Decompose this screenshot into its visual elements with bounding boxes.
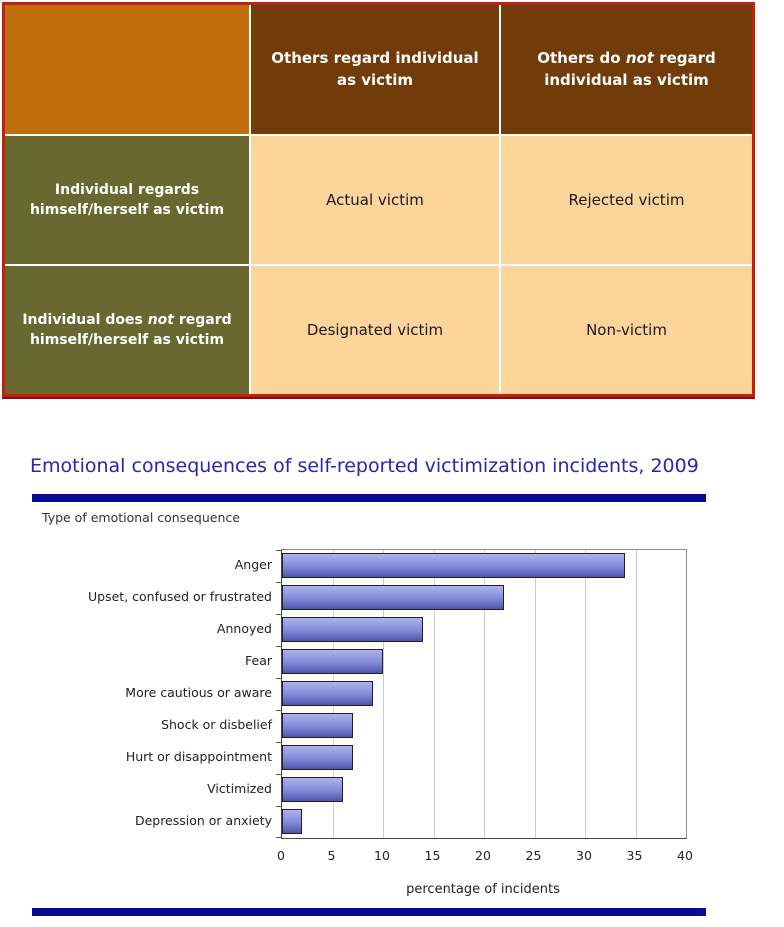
chart-title: Emotional consequences of self-reported victimization incidents, 2009 <box>30 455 699 477</box>
bar <box>282 681 373 706</box>
y-axis-tick <box>276 742 282 743</box>
table-corner-cell <box>5 5 249 134</box>
category-label: Annoyed <box>216 621 272 636</box>
x-tick-label: 35 <box>626 848 643 863</box>
x-tick-label: 20 <box>475 848 491 863</box>
table-cell-rejected-victim: Rejected victim <box>501 136 752 264</box>
title-underline-rule <box>32 494 706 502</box>
x-tick-label: 25 <box>525 848 542 863</box>
gridline <box>585 550 586 838</box>
y-axis-tick <box>276 550 282 551</box>
bar <box>282 713 353 738</box>
y-axis-tick <box>276 710 282 711</box>
table-row-header-individual-regards: Individual regards himself/herself as victim <box>5 136 249 264</box>
gridline <box>535 550 536 838</box>
y-axis-tick <box>276 774 282 775</box>
y-axis-title: Type of emotional consequence <box>42 510 240 525</box>
bar <box>282 617 423 642</box>
bar <box>282 809 302 834</box>
plot-area <box>281 549 687 839</box>
y-axis-tick <box>276 806 282 807</box>
bar <box>282 553 625 578</box>
category-label: Hurt or disappointment <box>125 749 272 764</box>
category-labels <box>0 549 272 837</box>
category-label: Upset, confused or frustrated <box>88 589 272 604</box>
x-axis-tick-labels <box>277 848 693 864</box>
bar <box>282 585 504 610</box>
category-label: Victimized <box>207 781 272 796</box>
table-cell-non-victim: Non-victim <box>501 266 752 394</box>
table-col-header-others-regard: Others regard individual as victim <box>251 5 499 134</box>
table-col-header-others-do-not-regard: Others do not regard individual as victim <box>501 5 752 134</box>
table-cell-actual-victim: Actual victim <box>251 136 499 264</box>
x-tick-label: 5 <box>327 848 336 863</box>
table-cell-designated-victim: Designated victim <box>251 266 499 394</box>
bottom-rule <box>32 908 706 916</box>
y-axis-tick <box>276 678 282 679</box>
gridline <box>636 550 637 838</box>
x-tick-label: 40 <box>677 848 693 863</box>
category-label: Anger <box>234 557 272 572</box>
bar <box>282 649 383 674</box>
y-axis-tick <box>276 837 282 838</box>
x-tick-label: 15 <box>424 848 441 863</box>
category-label: Depression or anxiety <box>134 813 272 828</box>
y-axis-tick <box>276 582 282 583</box>
x-tick-label: 30 <box>576 848 592 863</box>
bar <box>282 777 343 802</box>
y-axis-tick <box>276 646 282 647</box>
table-row-header-individual-does-not-regard: Individual does not regard himself/herself as victim <box>5 266 249 394</box>
category-label: More cautious or aware <box>125 685 272 700</box>
category-label: Shock or disbelief <box>161 717 272 732</box>
x-tick-label: 10 <box>374 848 390 863</box>
y-axis-tick <box>276 614 282 615</box>
x-axis-label: percentage of incidents <box>406 882 560 897</box>
bar <box>282 745 353 770</box>
victim-classification-table <box>2 2 755 397</box>
x-tick-label: 0 <box>277 848 285 863</box>
category-label: Fear <box>245 653 272 668</box>
